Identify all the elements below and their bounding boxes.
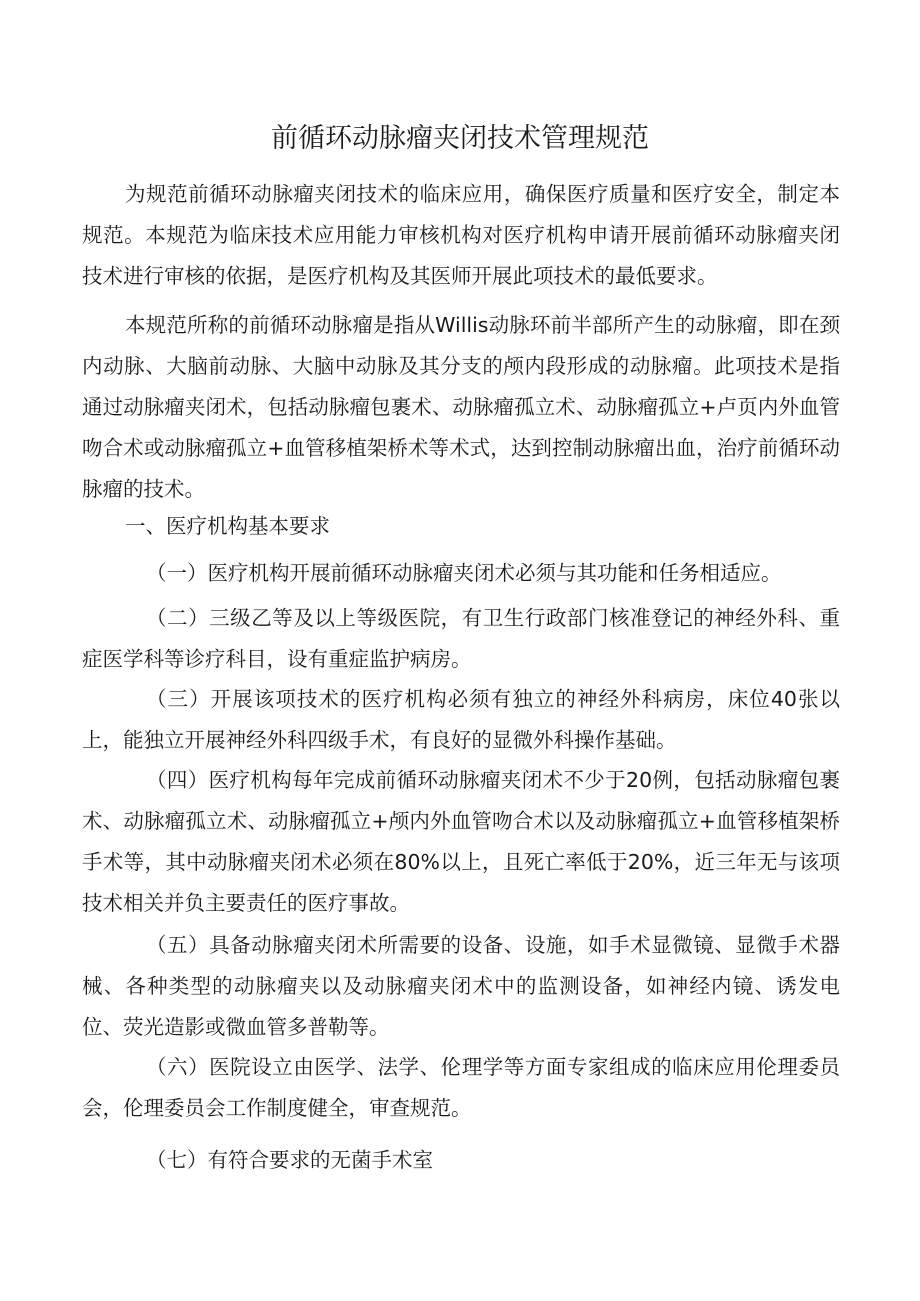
requirement-item-1: （一）医疗机构开展前循环动脉瘤夹闭术必须与其功能和任务相适应。 [146,561,782,585]
intro-paragraph: 为规范前循环动脉瘤夹闭技术的临床应用，确保医疗质量和医疗安全，制定本规范。本规范为临床技术应用能力审核机构对医疗机构申请开展前循环动脉瘤夹闭技术进行审核的依据，是医疗机构及其医师开展此项技术的最低要求。 [82,182,840,288]
requirement-item-5: （五）具备动脉瘤夹闭术所需要的设备、设施，如手术显微镜、显微手术器械、各种类型的动脉瘤夹以及动脉瘤夹闭术中的监测设备，如神经内镜、诱发电位、荧光造影或微血管多普勒等。 [82,933,840,1039]
requirement-item-4: （四）医疗机构每年完成前循环动脉瘤夹闭术不少于20例，包括动脉瘤包裹术、动脉瘤孤立术、动脉瘤孤立+颅内外血管吻合术以及动脉瘤孤立+血管移植架桥手术等，其中动脉瘤夹闭术必须在80%以上，且死亡率低于20%，近三年无与该项技术相关并负主要责任的医疗事故。 [82,768,840,915]
requirement-item-6: （六）医院设立由医学、法学、伦理学等方面专家组成的临床应用伦理委员会，伦理委员会工作制度健全，审查规范。 [82,1055,840,1120]
section-heading: 一、医疗机构基本要求 [125,514,330,538]
requirement-item-7: （七）有符合要求的无菌手术室 [146,1148,433,1172]
document-title: 前循环动脉瘤夹闭技术管理规范 [271,123,649,154]
requirement-item-2: （二）三级乙等及以上等级医院，有卫生行政部门核准登记的神经外科、重症医学科等诊疗科目，设有重症监护病房。 [82,606,840,671]
requirement-item-3: （三）开展该项技术的医疗机构必须有独立的神经外科病房，床位40张以上，能独立开展神经外科四级手术，有良好的显微外科操作基础。 [82,687,840,752]
definition-paragraph: 本规范所称的前循环动脉瘤是指从Willis动脉环前半部所产生的动脉瘤，即在颈内动脉、大脑前动脉、大脑中动脉及其分支的颅内段形成的动脉瘤。此项技术是指通过动脉瘤夹闭术，包括动脉瘤包裹术、动脉瘤孤立术、动脉瘤孤立+卢页内外血管吻合术或动脉瘤孤立+血管移植架桥术等术式，达到控制动脉瘤出血，治疗前循环动脉瘤的技术。 [82,313,840,501]
